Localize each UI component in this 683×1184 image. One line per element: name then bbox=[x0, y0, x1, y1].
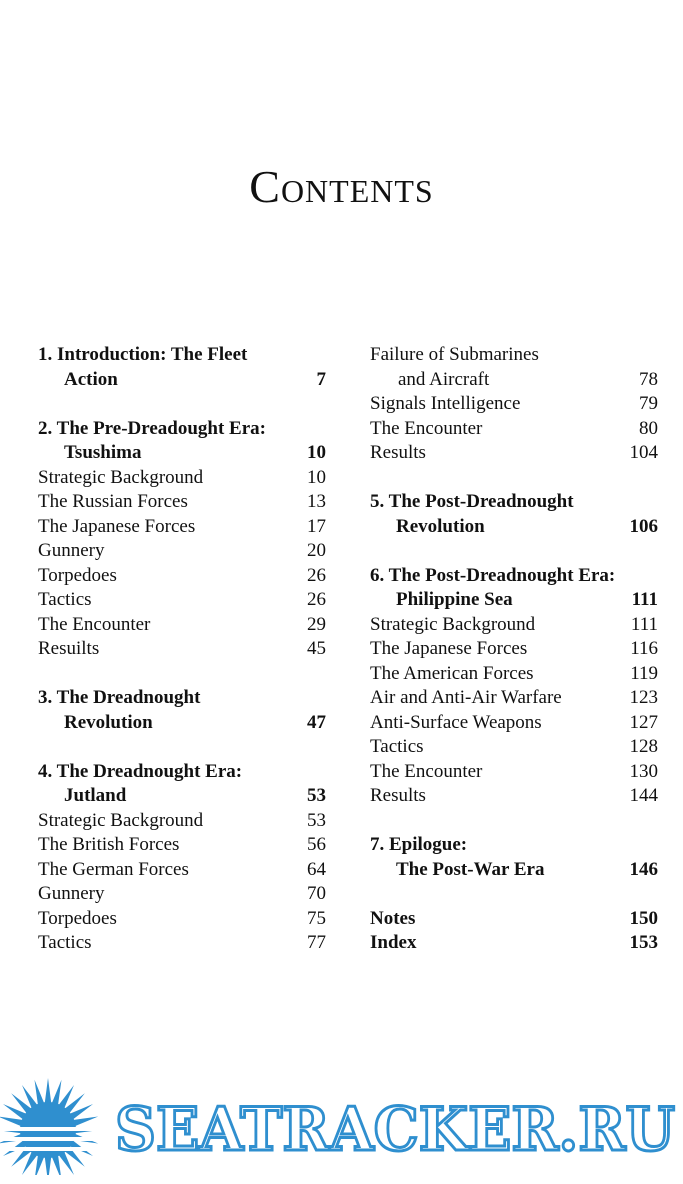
toc-entry-page: 78 bbox=[639, 368, 658, 390]
toc-entry bbox=[38, 417, 326, 442]
toc-entry bbox=[38, 833, 326, 858]
toc-entry-title: 3. The Dreadnought bbox=[38, 687, 201, 708]
toc-entry bbox=[370, 711, 658, 736]
toc-entry-page: 20 bbox=[307, 540, 326, 561]
toc-entry-page: 70 bbox=[307, 883, 326, 904]
toc-entry-title: 2. The Pre-Dreadought Era: bbox=[38, 417, 266, 439]
toc-entry bbox=[370, 637, 658, 662]
toc-entry bbox=[370, 931, 658, 956]
toc-entry-title: The American Forces bbox=[370, 662, 534, 684]
toc-entry-page: 123 bbox=[629, 687, 658, 708]
toc-entry-title: 5. The Post-Dreadnought bbox=[370, 491, 574, 512]
toc-entry-title: The Encounter bbox=[38, 613, 151, 635]
toc-entry-page: 150 bbox=[629, 907, 658, 929]
contents-column-right bbox=[370, 343, 658, 956]
toc-entry bbox=[38, 858, 326, 883]
sun-icon bbox=[0, 1078, 118, 1175]
toc-entry-page: 153 bbox=[629, 932, 658, 953]
watermark bbox=[0, 1075, 683, 1175]
toc-entry bbox=[370, 490, 658, 515]
page-title: Contents bbox=[249, 161, 434, 212]
toc-entry bbox=[38, 809, 326, 834]
toc-entry-page: 128 bbox=[629, 736, 658, 757]
toc-entry-title: 6. The Post-Dreadnought Era: bbox=[370, 564, 616, 586]
toc-entry-page: 26 bbox=[307, 564, 326, 586]
toc-entry-title: Strategic Background bbox=[370, 613, 536, 635]
toc-entry-page: 77 bbox=[307, 932, 326, 953]
toc-entry bbox=[38, 613, 326, 638]
spacer bbox=[38, 392, 326, 417]
toc-entry-title: 7. Epilogue: bbox=[370, 834, 468, 855]
toc-entry bbox=[38, 539, 326, 564]
toc-entry-title: The Encounter bbox=[370, 417, 483, 439]
toc-entry-title: Failure of Submarines bbox=[370, 344, 539, 365]
toc-entry-title: Strategic Background bbox=[38, 466, 204, 488]
toc-entry-page: 26 bbox=[307, 589, 326, 610]
toc-entry bbox=[38, 686, 326, 711]
toc-entry bbox=[38, 490, 326, 515]
toc-entry bbox=[370, 564, 658, 589]
toc-entry bbox=[38, 907, 326, 932]
spacer bbox=[38, 662, 326, 687]
toc-entry-page: 79 bbox=[639, 393, 658, 414]
toc-entry-page: 106 bbox=[629, 515, 658, 537]
toc-entry-page: 13 bbox=[307, 491, 326, 512]
toc-entry-title: Torpedoes bbox=[38, 564, 117, 586]
toc-entry-title: The Japanese Forces bbox=[370, 638, 528, 659]
toc-entry-title: Tactics bbox=[38, 932, 92, 953]
toc-entry-page: 75 bbox=[307, 907, 326, 929]
toc-entry-title: Air and Anti-Air Warfare bbox=[370, 687, 562, 708]
toc-entry-page: 56 bbox=[307, 834, 326, 855]
toc-entry-page: 80 bbox=[639, 417, 658, 439]
toc-entry-title: Tactics bbox=[370, 736, 424, 757]
toc-entry-title: Tactics bbox=[38, 589, 92, 610]
toc-entry bbox=[38, 882, 326, 907]
toc-entry bbox=[370, 735, 658, 760]
toc-entry bbox=[370, 441, 658, 466]
toc-entry-title: Strategic Background bbox=[38, 809, 204, 831]
toc-entry bbox=[38, 515, 326, 540]
toc-entry-page: 7 bbox=[316, 368, 326, 390]
toc-entry-title: Gunnery bbox=[38, 540, 105, 561]
toc-entry-title: The Russian Forces bbox=[38, 491, 188, 512]
toc-entry bbox=[370, 833, 658, 858]
toc-entry bbox=[370, 858, 658, 883]
spacer bbox=[370, 539, 658, 564]
toc-entry-title: Action bbox=[64, 368, 118, 390]
toc-entry bbox=[370, 662, 658, 687]
contents-column-left bbox=[38, 343, 326, 956]
toc-entry-page: 111 bbox=[630, 613, 658, 635]
toc-entry bbox=[370, 588, 658, 613]
toc-entry-title: Signals Intelligence bbox=[370, 393, 521, 414]
toc-entry-page: 130 bbox=[629, 760, 658, 782]
toc-entry-page: 111 bbox=[631, 589, 658, 610]
toc-entry-title: Results bbox=[370, 442, 426, 463]
toc-entry bbox=[38, 368, 326, 393]
toc-entry-page: 104 bbox=[629, 442, 658, 463]
toc-entry bbox=[38, 760, 326, 785]
toc-entry bbox=[38, 343, 326, 368]
toc-entry-page: 146 bbox=[629, 858, 658, 880]
toc-entry-title: Gunnery bbox=[38, 883, 105, 904]
toc-entry bbox=[38, 588, 326, 613]
toc-entry-page: 127 bbox=[629, 711, 658, 733]
toc-entry bbox=[370, 907, 658, 932]
toc-entry-title: Revolution bbox=[64, 711, 153, 733]
toc-entry-title: Anti-Surface Weapons bbox=[370, 711, 542, 733]
toc-entry bbox=[370, 343, 658, 368]
toc-entry bbox=[38, 711, 326, 736]
toc-entry bbox=[38, 466, 326, 491]
toc-entry bbox=[370, 686, 658, 711]
toc-entry-title: 1. Introduction: The Fleet bbox=[38, 344, 248, 365]
toc-entry bbox=[370, 417, 658, 442]
toc-entry bbox=[38, 637, 326, 662]
toc-entry bbox=[370, 784, 658, 809]
toc-entry bbox=[38, 784, 326, 809]
toc-entry-page: 53 bbox=[307, 809, 326, 831]
toc-entry-page: 10 bbox=[307, 466, 326, 488]
toc-entry bbox=[38, 441, 326, 466]
toc-entry-page: 144 bbox=[629, 785, 658, 806]
toc-entry-title: Revolution bbox=[396, 515, 485, 537]
toc-entry-title: Notes bbox=[370, 907, 416, 929]
toc-entry-title: Results bbox=[370, 785, 426, 806]
toc-entry-title: Torpedoes bbox=[38, 907, 117, 929]
toc-entry-title: The Post-War Era bbox=[396, 858, 545, 880]
toc-entry-title: Resuilts bbox=[38, 638, 100, 659]
spacer bbox=[370, 809, 658, 834]
toc-entry bbox=[370, 760, 658, 785]
toc-entry-page: 29 bbox=[307, 613, 326, 635]
toc-entry-title: Index bbox=[370, 932, 417, 953]
toc-entry-page: 53 bbox=[307, 785, 326, 806]
toc-entry bbox=[38, 931, 326, 956]
toc-entry bbox=[370, 368, 658, 393]
toc-entry-page: 45 bbox=[307, 638, 326, 659]
watermark-text: SEATRACKER.RU bbox=[115, 1095, 675, 1165]
toc-entry-page: 47 bbox=[307, 711, 326, 733]
toc-entry-title: The German Forces bbox=[38, 858, 189, 880]
toc-entry-title: The Encounter bbox=[370, 760, 483, 782]
toc-entry-title: Jutland bbox=[64, 785, 127, 806]
toc-entry-page: 116 bbox=[630, 638, 658, 659]
toc-entry-title: and Aircraft bbox=[398, 368, 490, 390]
toc-entry-title: 4. The Dreadnought Era: bbox=[38, 760, 243, 782]
toc-entry bbox=[370, 392, 658, 417]
toc-entry-page: 10 bbox=[307, 442, 326, 463]
spacer bbox=[38, 735, 326, 760]
toc-entry-page: 64 bbox=[307, 858, 326, 880]
spacer bbox=[370, 466, 658, 491]
toc-entry-title: Tsushima bbox=[64, 442, 142, 463]
toc-entry bbox=[370, 613, 658, 638]
toc-entry bbox=[370, 515, 658, 540]
toc-entry bbox=[38, 564, 326, 589]
toc-entry-page: 17 bbox=[307, 515, 326, 537]
toc-entry-page: 119 bbox=[630, 662, 658, 684]
spacer bbox=[370, 882, 658, 907]
toc-entry-title: The Japanese Forces bbox=[38, 515, 196, 537]
toc-entry-title: Philippine Sea bbox=[396, 589, 513, 610]
toc-entry-title: The British Forces bbox=[38, 834, 180, 855]
